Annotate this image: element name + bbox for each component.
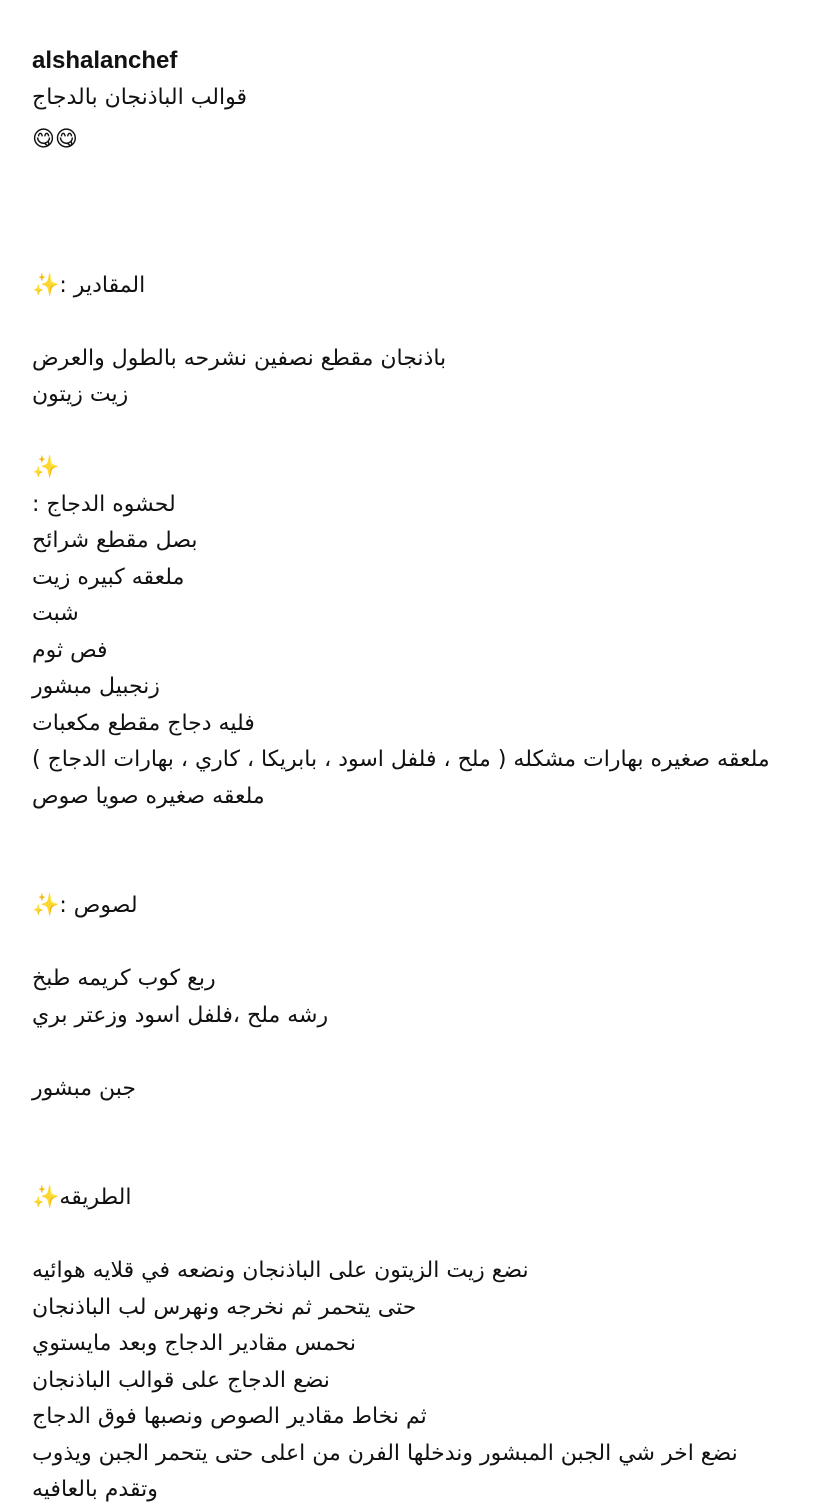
method-step: نضع زيت الزيتون على الباذنجان ونضعه في قلايه هوائيه [32, 1258, 529, 1283]
sparkles-icon: ✨ [32, 272, 60, 298]
method-heading-text: الطريقه [59, 1185, 132, 1210]
filling-line: بصل مقطع شرائح [32, 528, 198, 553]
face-savoring-food-icon: 😋😋 [32, 126, 78, 152]
filling-line: ملعقه صغيره صويا صوص [32, 783, 265, 809]
sparkles-icon: ✨ [32, 893, 60, 918]
sauce-line: رشه ملح ،فلفل اسود وزعتر بري [32, 1002, 329, 1028]
account-name: alshalanchef [32, 46, 178, 74]
method-step: نضع اخر شي الجبن المبشور وندخلها الفرن من اعلى حتى يتحمر الجبن ويذوب [32, 1440, 738, 1466]
cheese-line: جبن مبشور [32, 1075, 137, 1101]
title-line [32, 6, 772, 195]
spacer [32, 195, 772, 232]
ingredients-heading [32, 231, 772, 341]
ingredient-line: زيت زيتون [32, 382, 129, 407]
sparkles-icon: ✨ [32, 455, 60, 480]
recipe-note [32, 0, 772, 1509]
method-step: حتى يتحمر ثم نخرجه ونهرس لب الباذنجان [32, 1294, 417, 1320]
ingredients-heading-text: المقادير : [59, 272, 146, 298]
method-step: نحمس مقادير الدجاج وبعد مايستوي [32, 1331, 356, 1356]
filling-heading: لحشوه الدجاج : [32, 491, 176, 517]
spacer [32, 1034, 772, 1071]
spacer [32, 815, 772, 852]
filling-line: زنجبيل مبشور [32, 674, 160, 699]
filling-line: شبت [32, 601, 79, 626]
filling-line: ملعقه صغيره بهارات مشكله ( ملح ، فلفل اسود ، بابريكا ، كاري ، بهارات الدجاج ) [32, 747, 770, 772]
ingredient-line: باذنجان مقطع نصفين نشرحه بالطول والعرض [32, 345, 447, 371]
method-step: ثم نخاط مقادير الصوص ونصبها فوق الدجاج [32, 1404, 427, 1429]
method-heading [32, 1144, 772, 1254]
filling-line: فص ثوم [32, 637, 108, 663]
sauce-heading [32, 852, 772, 962]
recipe-title: قوالب الباذنجان بالدجاج [32, 85, 248, 110]
sauce-line: ربع كوب كريمه طبخ [32, 966, 216, 991]
spacer [32, 414, 772, 451]
filling-line: فليه دجاج مقطع مكعبات [32, 710, 255, 736]
spacer [32, 1107, 772, 1144]
sauce-heading-text: لصوص : [59, 893, 138, 918]
method-step: نضع الدجاج على قوالب الباذنجان [32, 1367, 330, 1393]
sparkles-icon: ✨ [32, 1185, 60, 1210]
method-step: وتقدم بالعافيه [32, 1477, 158, 1502]
filling-line: ملعقه كبيره زيت [32, 564, 185, 590]
